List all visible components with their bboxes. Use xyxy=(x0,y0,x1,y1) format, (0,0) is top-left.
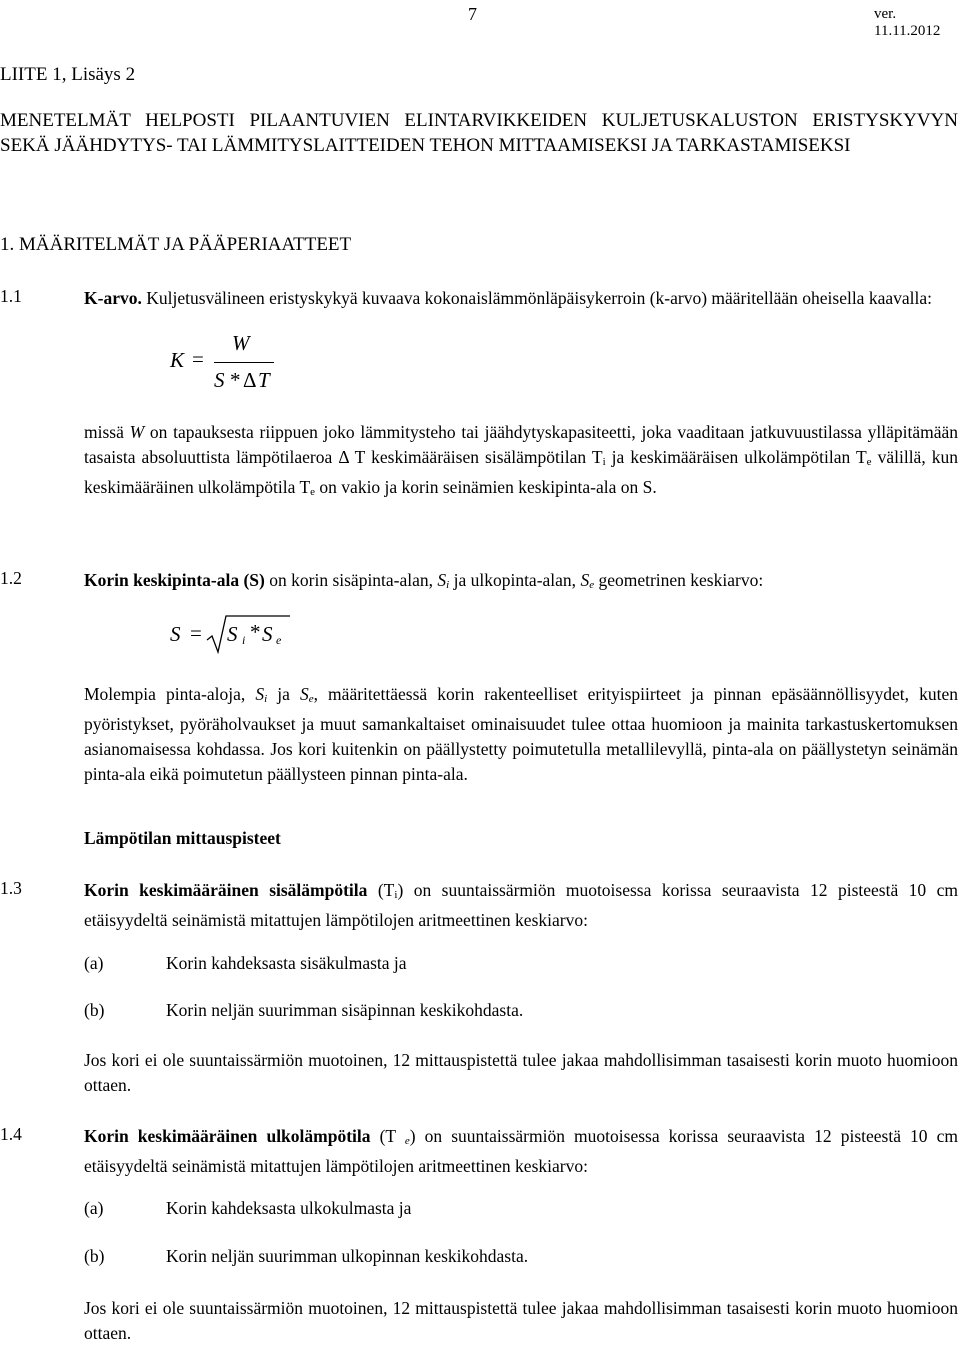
section-heading: 1. MÄÄRITELMÄT JA PÄÄPERIAATTEET xyxy=(0,234,352,255)
formula-lhs: S xyxy=(170,622,181,646)
list-item: Korin neljän suurimman ulkopinnan keskikohdasta. xyxy=(166,1246,529,1266)
text: ja ulkopinta-alan, xyxy=(449,570,581,590)
term: Korin keskimääräinen ulkolämpötila xyxy=(84,1126,371,1146)
subscript: e xyxy=(310,486,316,498)
formula-equals: = xyxy=(192,347,204,371)
text: on vakio ja korin seinämien keskipinta-ala on S. xyxy=(315,477,657,497)
section-number: 1.1 xyxy=(0,286,22,306)
paragraph-surface-notes xyxy=(84,682,958,787)
subscript: e xyxy=(308,693,314,705)
list-item-label: (a) xyxy=(84,953,104,973)
text: on korin sisäpinta-alan, xyxy=(264,570,438,590)
text: (T xyxy=(370,1126,405,1146)
formula-op: * xyxy=(250,620,261,644)
delta-t: Δ T xyxy=(338,447,366,467)
text: on tapauksesta riippuen joko lämmitysteho tai jäähdytyskapasiteetti, joka vaaditaan jatkuvuustilassa ylläpitämään tasaista absoluuttista lämpötilaeroa xyxy=(84,422,958,467)
formula-denominator-delta: Δ xyxy=(243,368,257,392)
text: ) on suuntaissärmiön muotoisessa korissa seuraavista 12 pisteestä 10 cm etäisyydeltä seinämistä mitattujen lämpötilojen aritmeettinen keskiarvo: xyxy=(84,1126,958,1176)
formula-denominator-op: * xyxy=(230,368,241,392)
text: , määritettäessä korin rakenteelliset erityispiirteet ja pinnan epäsäännöllisyydet, kuten pyöristykset, pyöräholvaukset ja muut samankaltaiset ominaisuudet tulee ottaa huomioon ja mainita tarkastuskertomuksen asianomaisessa kohdassa. Jos kori kuitenkin on päällystetty poimutetulla metallilevyllä, pinta-ala on päällystetyn seinämän pinta-ala eikä poimutetun päällysteen pinnan pinta-ala. xyxy=(84,684,958,784)
paragraph-k-value xyxy=(84,286,958,311)
text: ) on suuntaissärmiön muotoisessa korissa seuraavista 12 pisteestä 10 cm etäisyydeltä seinämistä mitattujen lämpötilojen aritmeettinen keskiarvo: xyxy=(84,880,958,930)
paragraph-explanation xyxy=(84,420,958,505)
formula-denominator-s: S xyxy=(214,368,225,392)
section-number: 1.3 xyxy=(0,878,22,898)
list-item: Korin neljän suurimman sisäpinnan keskikohdasta. xyxy=(166,1000,524,1020)
formula-lhs: K xyxy=(170,348,185,372)
subscript: i xyxy=(446,579,450,591)
fraction-bar xyxy=(214,362,274,363)
var-s: S xyxy=(299,684,309,704)
paragraph-inside-temp xyxy=(84,878,958,933)
subheading: Lämpötilan mittauspisteet xyxy=(84,828,281,848)
appendix-title: LIITE 1, Lisäys 2 xyxy=(0,64,136,85)
text: Kuljetusvälineen eristyskykyä kuvaava kokonaislämmönläpäisykerroin (k-arvo) määritellään oheisella kaavalla: xyxy=(141,288,932,308)
page-number: 7 xyxy=(468,4,477,24)
version-date: ver. 11.11.2012 xyxy=(874,6,941,39)
subscript: i xyxy=(602,456,606,468)
subscript: e xyxy=(404,1135,410,1147)
list-item-label: (b) xyxy=(84,1246,105,1266)
list-item-label: (b) xyxy=(84,1000,105,1020)
text: Molempia pinta-aloja, xyxy=(84,684,256,704)
list-item: Korin kahdeksasta sisäkulmasta ja xyxy=(166,953,407,973)
var-w: W xyxy=(129,422,145,442)
var-s: S xyxy=(437,570,447,590)
term: Korin keskimääräinen sisälämpötila xyxy=(84,880,368,900)
text: (T xyxy=(367,880,395,900)
text: geometrinen keskiarvo: xyxy=(594,570,764,590)
formula-numerator: W xyxy=(232,331,250,355)
term: K-arvo. xyxy=(84,288,142,308)
text: ja keskimääräisen ulkolämpötilan T xyxy=(605,447,867,467)
var-s: S xyxy=(580,570,590,590)
subscript: e xyxy=(589,579,595,591)
paragraph-surface-area xyxy=(84,568,958,598)
formula-a: S xyxy=(227,622,238,646)
document-title: MENETELMÄT HELPOSTI PILAANTUVIEN ELINTARVIKKEIDEN KULJETUSKALUSTON ERISTYSKYVYN SEKÄ JÄÄHDYTYS- TAI LÄMMITYSLAITTEIDEN TEHON MITTAAMISEKSI JA TARKASTAMISEKSI xyxy=(0,110,958,156)
paragraph-note: Jos kori ei ole suuntaissärmiön muotoinen, 12 mittauspistettä tulee jakaa mahdollisimman tasaisesti korin muoto huomioon ottaen. xyxy=(84,1050,958,1095)
paragraph-note: Jos kori ei ole suuntaissärmiön muotoinen, 12 mittauspistettä tulee jakaa mahdollisimman tasaisesti korin muoto huomioon ottaen. xyxy=(84,1298,958,1343)
text: missä xyxy=(84,422,130,442)
text: ja xyxy=(267,684,300,704)
list-item: Korin kahdeksasta ulkokulmasta ja xyxy=(166,1198,412,1218)
section-number: 1.2 xyxy=(0,568,22,588)
formula-b: S xyxy=(262,622,273,646)
subscript: i xyxy=(394,889,398,901)
text: keskimääräisen sisälämpötilan T xyxy=(365,447,603,467)
subscript: e xyxy=(866,456,872,468)
list-item-label: (a) xyxy=(84,1198,104,1218)
paragraph-outside-temp xyxy=(84,1124,958,1179)
text: välillä, kun keskimääräinen ulkolämpötila T xyxy=(84,447,959,497)
var-s: S xyxy=(255,684,265,704)
section-number: 1.4 xyxy=(0,1124,22,1144)
formula-denominator-t: T xyxy=(258,368,270,392)
formula-a-sub: i xyxy=(242,633,246,647)
formula-equals: = xyxy=(190,621,202,645)
term: Korin keskipinta-ala (S) xyxy=(84,570,265,590)
subscript: i xyxy=(264,693,268,705)
formula-b-sub: e xyxy=(276,633,282,647)
